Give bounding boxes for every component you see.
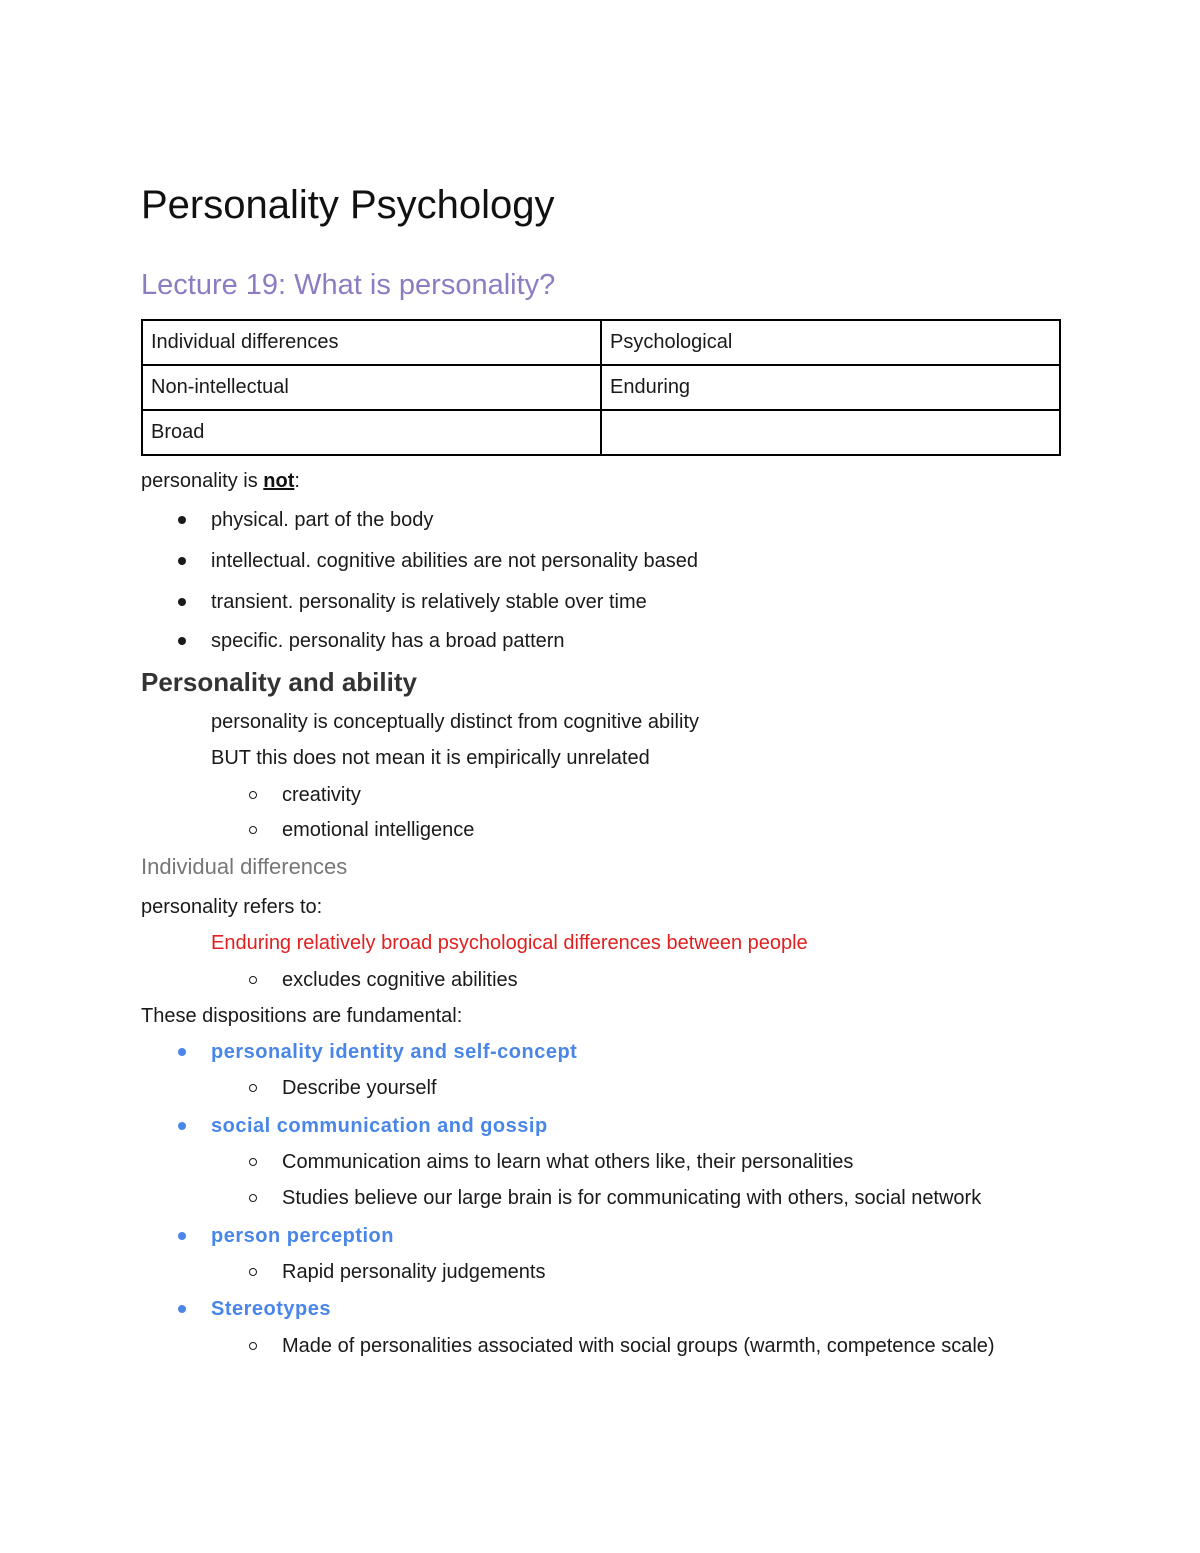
table-row xyxy=(142,320,1060,365)
list-item: specific. personality has a broad pattern xyxy=(211,630,565,652)
table-cell: Broad xyxy=(142,410,601,455)
table-cell: Non-intellectual xyxy=(142,365,601,410)
hollow-bullet-icon xyxy=(249,1268,257,1276)
list-item: Rapid personality judgements xyxy=(282,1261,546,1283)
ability-line-1: personality is conceptually distinct from cognitive ability xyxy=(211,711,699,733)
traits-table xyxy=(141,319,1061,456)
bullet-icon xyxy=(178,637,186,645)
table-cell: Enduring xyxy=(601,365,1060,410)
bullet-icon xyxy=(178,598,186,606)
dispositions-intro: These dispositions are fundamental: xyxy=(141,1005,463,1027)
list-item: Communication aims to learn what others like, their personalities xyxy=(282,1151,854,1173)
list-item: creativity xyxy=(282,784,361,806)
ability-line-2: BUT this does not mean it is empirically unrelated xyxy=(211,747,650,769)
list-item: excludes cognitive abilities xyxy=(282,969,518,991)
table-cell: Psychological xyxy=(601,320,1060,365)
bullet-icon xyxy=(178,557,186,565)
personality-definition: Enduring relatively broad psychological differences between people xyxy=(211,932,808,954)
disposition-item: person perception xyxy=(211,1225,394,1247)
section-heading-ability: Personality and ability xyxy=(141,667,417,697)
disposition-item: social communication and gossip xyxy=(211,1115,548,1137)
hollow-bullet-icon xyxy=(249,1194,257,1202)
bullet-icon xyxy=(178,1048,186,1056)
hollow-bullet-icon xyxy=(249,1158,257,1166)
bullet-icon xyxy=(178,1122,186,1130)
table-cell: Individual differences xyxy=(142,320,601,365)
hollow-bullet-icon xyxy=(249,1342,257,1350)
list-item: intellectual. cognitive abilities are not personality based xyxy=(211,550,698,572)
hollow-bullet-icon xyxy=(249,826,257,834)
list-item: Made of personalities associated with social groups (warmth, competence scale) xyxy=(282,1335,995,1357)
table-row xyxy=(142,365,1060,410)
list-item: physical. part of the body xyxy=(211,509,434,531)
hollow-bullet-icon xyxy=(249,1084,257,1092)
section-heading-differences: Individual differences xyxy=(141,854,348,879)
hollow-bullet-icon xyxy=(249,791,257,799)
bullet-icon xyxy=(178,516,186,524)
table-cell xyxy=(601,410,1060,455)
disposition-item: personality identity and self-concept xyxy=(211,1041,578,1063)
hollow-bullet-icon xyxy=(249,976,257,984)
disposition-item: Stereotypes xyxy=(211,1298,331,1320)
not-word: not xyxy=(263,470,295,492)
differences-intro: personality refers to: xyxy=(141,896,323,918)
list-item: Describe yourself xyxy=(282,1077,437,1099)
page-title: Personality Psychology xyxy=(141,183,555,227)
not-intro: personality is not: xyxy=(141,470,300,492)
lecture-heading: Lecture 19: What is personality? xyxy=(141,269,556,301)
bullet-icon xyxy=(178,1305,186,1313)
bullet-icon xyxy=(178,1232,186,1240)
table-row xyxy=(142,410,1060,455)
list-item: emotional intelligence xyxy=(282,819,475,841)
list-item: transient. personality is relatively stable over time xyxy=(211,591,647,613)
list-item: Studies believe our large brain is for communicating with others, social network xyxy=(282,1187,982,1209)
